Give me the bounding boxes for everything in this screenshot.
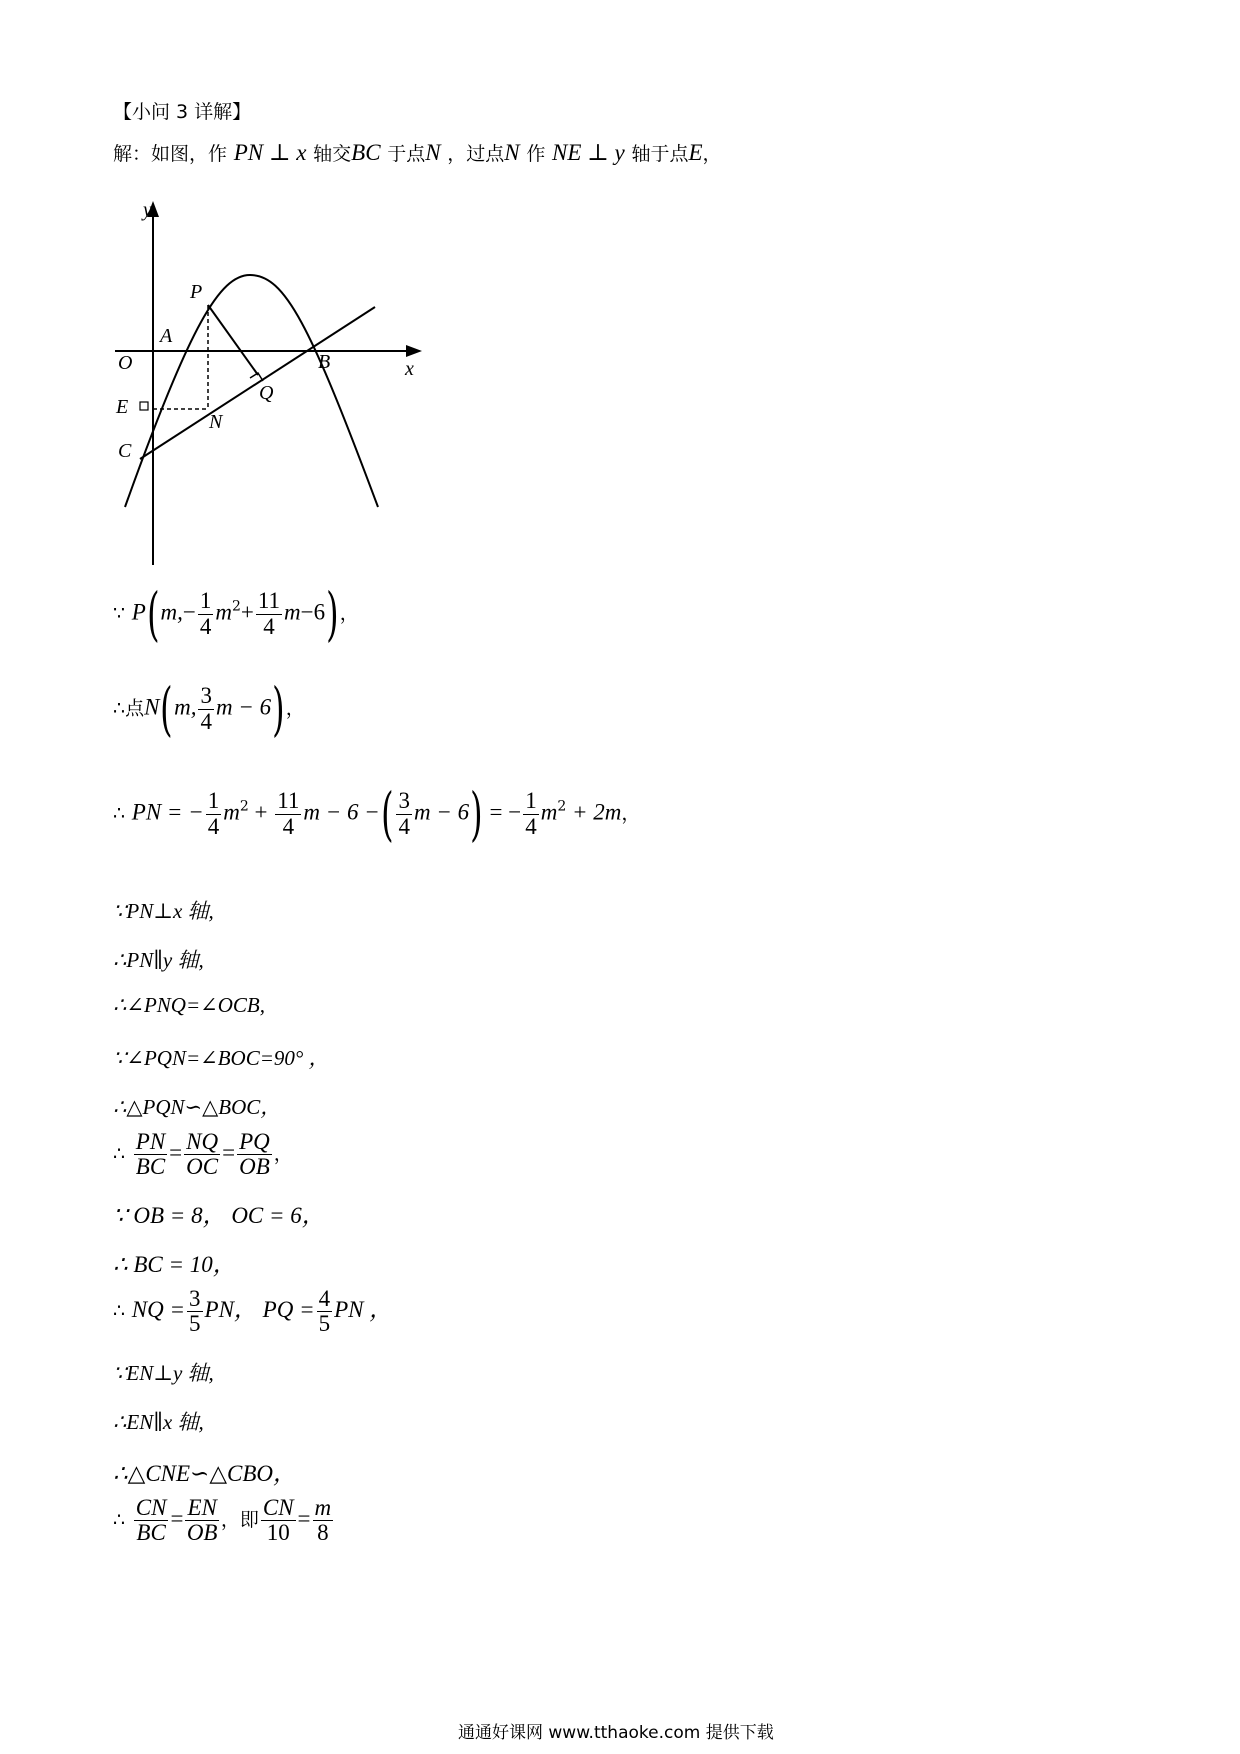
m-minus-six-minus: m − 6 − [303,799,380,825]
end-comma: ， [273,1143,293,1166]
segment-pq [208,305,258,375]
label-e: E [116,396,129,418]
intro-e: E [688,140,703,165]
x-axis-arrow [406,345,422,357]
pn-end: PN ， [334,1297,393,1323]
var-m: m [540,799,558,825]
frac-1-4-b: $\frac{1}{4}$ [525,788,537,839]
step-2 [113,675,305,743]
intro-line [113,139,722,166]
var-m: m [215,599,232,625]
frac-1-4: $\frac{1}{4}$ [207,788,220,839]
frac-3-5: $\frac{3}{5}$ [189,1286,201,1337]
step-9 [113,1130,293,1179]
end-comma: ， [621,802,641,825]
label-a: A [160,325,173,347]
intro-perp-x: ⊥ x [263,140,307,165]
frac-3-4: $\frac{3}{4}$ [200,683,212,734]
frac-pn-bc: $\frac{PN}{BC}$ [135,1129,166,1180]
intro-perp-y: ⊥ y [581,140,625,165]
step-14: ∴EN∥x 轴, [113,1410,204,1434]
frac-m-8: $\frac{m}{8}$ [314,1495,332,1546]
step-13: ∵EN⊥y 轴, [113,1361,214,1385]
step-10: ∵ OB = 8， OC = 6， [113,1203,325,1228]
intro-make: 作 [526,143,546,165]
intro-at-point: 于点 [387,143,426,165]
intro-axis-cross: 轴交 [313,143,352,165]
paren-open: ( [380,780,394,848]
frac-cn-bc: $\frac{CN}{BC}$ [135,1495,167,1546]
minus: − [182,599,196,625]
intro-pn: PN [233,140,264,165]
step-16 [113,1496,335,1545]
step-5: ∴PN∥y 轴, [113,948,204,972]
step-3 [113,780,641,848]
paren-open: ( [160,675,173,743]
paren-close: ) [326,580,339,648]
frac-pq-ob: $\frac{PQ}{OB}$ [239,1129,270,1180]
intro-n2: N [504,140,520,165]
sym-therefore: ∴ [113,1509,126,1532]
label-q: Q [259,382,274,404]
var-m2: m [284,599,301,625]
footer-text: 通通好课网 www.tthaoke.com 提供下载 [458,1723,774,1743]
sym-because: ∵ [113,602,126,625]
label-n: N [209,411,223,433]
line-bc [140,307,375,459]
frac-en-ob: $\frac{EN}{OB}$ [186,1495,218,1546]
frac-nq-oc: $\frac{NQ}{OC}$ [186,1129,219,1180]
coord-m: m, [160,599,183,625]
frac-3-4: $\frac{3}{4}$ [398,788,410,839]
right-angle-e [140,402,148,410]
intro-n: N [425,140,441,165]
label-b: B [318,351,331,373]
end-comma: ， [339,602,359,625]
equals-minus: = − [483,799,522,825]
label-c: C [118,440,132,462]
step-6: ∴∠PNQ=∠OCB, [113,993,265,1017]
label-y: y [143,199,152,221]
label-p: P [190,281,203,303]
sym-therefore: ∴ [113,1143,126,1166]
paren-close: ) [470,780,483,848]
step-7: ∵∠PQN=∠BOC=90° ， [113,1046,330,1070]
label-o: O [118,352,133,374]
inner-expr: m − 6 [413,799,470,825]
paren-close: ) [272,675,285,743]
sym-therefore: ∴ [113,1300,126,1323]
parabola-figure [110,195,490,575]
point-n: N [144,694,160,720]
exp-2: 2 [239,798,249,815]
parabola-curve [125,275,378,507]
exp-2: 2 [231,598,241,615]
plus-2m: + 2m [566,799,622,825]
dian-label: 点 [125,697,145,720]
label-x: x [405,358,414,380]
intro-end: ， [702,143,722,165]
paren-open: ( [146,580,160,648]
intro-prefix: 解：如图，作 [113,143,228,165]
intro-bc: BC [351,140,381,165]
frac-11-4: $\frac{11}{4}$ [277,788,300,839]
frac-4-5: $\frac{4}{5}$ [318,1286,331,1337]
plus: + [248,799,274,825]
frac-cn-10: $\frac{CN}{10}$ [262,1495,294,1546]
m-minus-six: m − 6 [215,694,272,720]
nq-eq: NQ = [131,1297,186,1323]
point-p: P [131,599,146,625]
frac-1-4: $\frac{1}{4}$ [199,588,212,639]
intro-axis-at: 轴于点 [631,143,689,165]
end-comma: ， [285,697,305,720]
coord-m: m, [174,694,197,720]
section-header: 【小问 3 详解】 [113,101,252,123]
equals: = [169,1140,183,1166]
step-1 [113,580,359,648]
ji-label: ，即 [220,1509,259,1532]
frac-11-4: $\frac{11}{4}$ [257,588,281,639]
plus: + [240,599,254,625]
equals: = [222,1140,236,1166]
step-12 [113,1287,392,1336]
step-15: ∴△CNE∽△CBO， [113,1461,297,1486]
exp-2: 2 [557,798,567,815]
equals: = [170,1506,184,1532]
intro-ne: NE [552,140,582,165]
step-11: ∴ BC = 10， [113,1252,236,1277]
equals: = [297,1506,311,1532]
step-4: ∵PN⊥x 轴, [113,899,214,923]
pn-lhs: PN = − [131,799,204,825]
pn-pq-eq: PN， PQ = [204,1297,315,1323]
step-8: ∴△PQN∽△BOC， [113,1095,282,1119]
sym-therefore: ∴ [113,802,126,825]
var-m: m [223,799,240,825]
intro-comma-through: ，过点 [447,143,505,165]
minus-six: −6 [300,599,326,625]
sym-therefore: ∴ [113,697,126,720]
